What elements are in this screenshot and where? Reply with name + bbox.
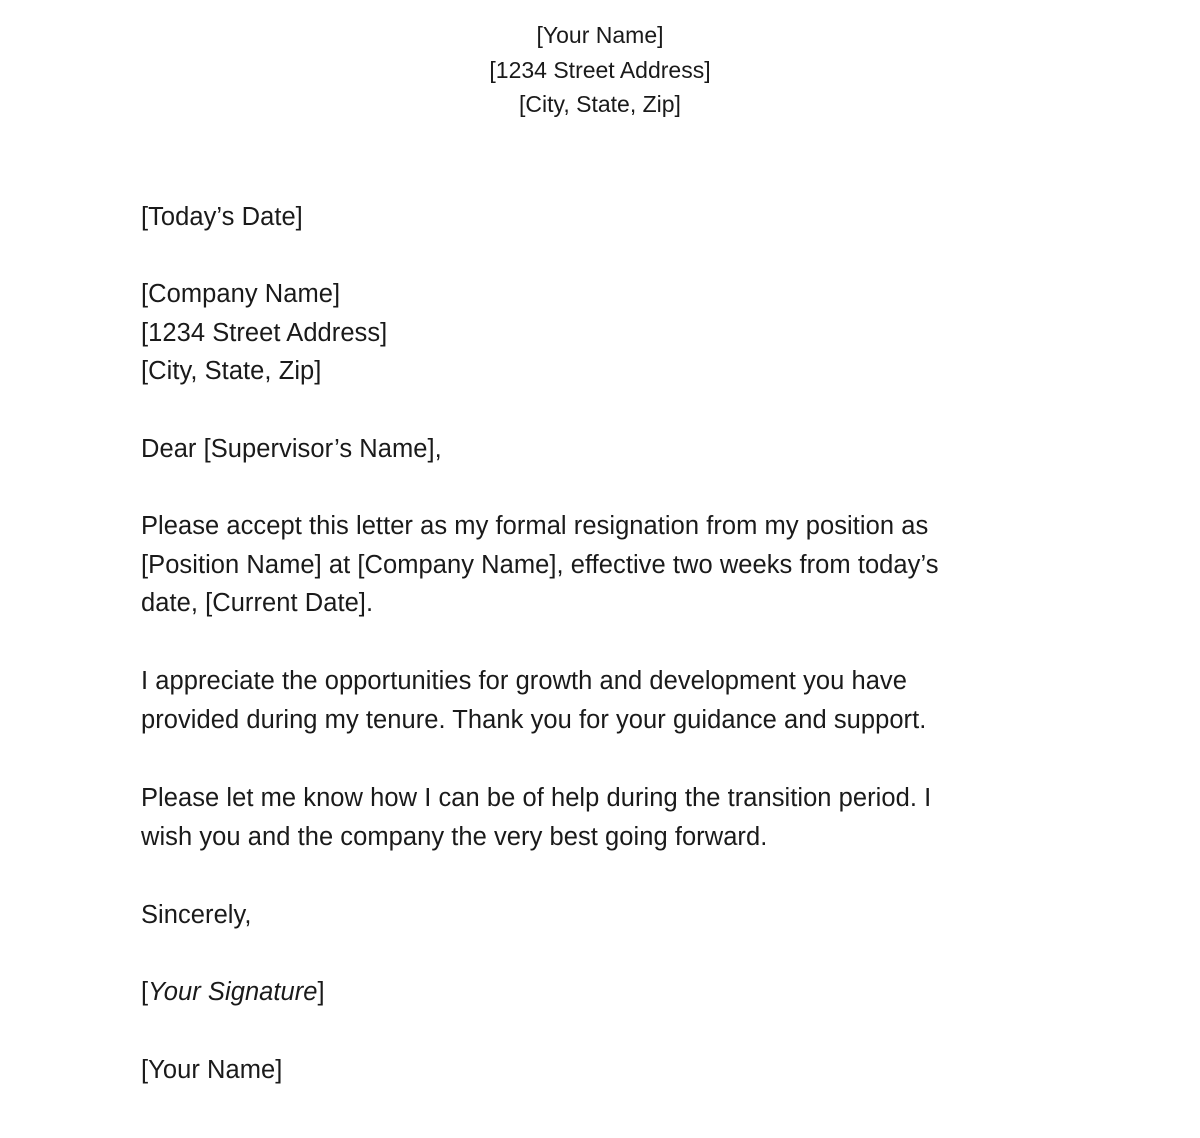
- paragraph-line: I appreciate the opportunities for growth and development you have: [141, 667, 907, 695]
- signature-bracket-open: [: [141, 978, 149, 1006]
- salutation: [141, 430, 1101, 469]
- signature-line: [141, 973, 1101, 1012]
- sender-city-state-zip: [City, State, Zip]: [519, 91, 681, 117]
- signature-bracket-close: ]: [317, 978, 325, 1006]
- sender-street: [1234 Street Address]: [489, 56, 711, 83]
- sender-address-block: [0, 18, 1200, 122]
- recipient-company: [Company Name]: [141, 280, 341, 308]
- signature-block: [141, 973, 1101, 1012]
- signer-name-block: [141, 1051, 1101, 1090]
- salutation-line: Dear [Supervisor’s Name],: [141, 435, 442, 463]
- recipient-address-block: [141, 275, 1101, 391]
- paragraph-appreciation: [141, 662, 1101, 739]
- closing: [141, 896, 1101, 935]
- sender-name: [Your Name]: [536, 22, 664, 48]
- paragraph-line: [Position Name] at [Company Name], effective two weeks from today’s: [141, 550, 939, 579]
- closing-line: Sincerely,: [141, 901, 252, 929]
- paragraph-line: date, [Current Date].: [141, 589, 374, 617]
- paragraph-resignation: [141, 507, 1101, 623]
- paragraph-line: Please accept this letter as my formal resignation from my position as: [141, 512, 929, 540]
- recipient-street: [1234 Street Address]: [141, 318, 388, 347]
- recipient-city-state-zip: [City, State, Zip]: [141, 357, 322, 385]
- letter-date: [141, 198, 1101, 237]
- paragraph-transition: [141, 779, 1101, 856]
- paragraph-line: provided during my tenure. Thank you for your guidance and support.: [141, 705, 927, 734]
- signature-placeholder: Your Signature: [148, 978, 318, 1006]
- paragraph-line: Please let me know how I can be of help during the transition period. I: [141, 784, 932, 812]
- signer-name: [Your Name]: [141, 1056, 283, 1084]
- date-line: [Today’s Date]: [141, 203, 303, 231]
- paragraph-line: wish you and the company the very best going forward.: [141, 822, 768, 851]
